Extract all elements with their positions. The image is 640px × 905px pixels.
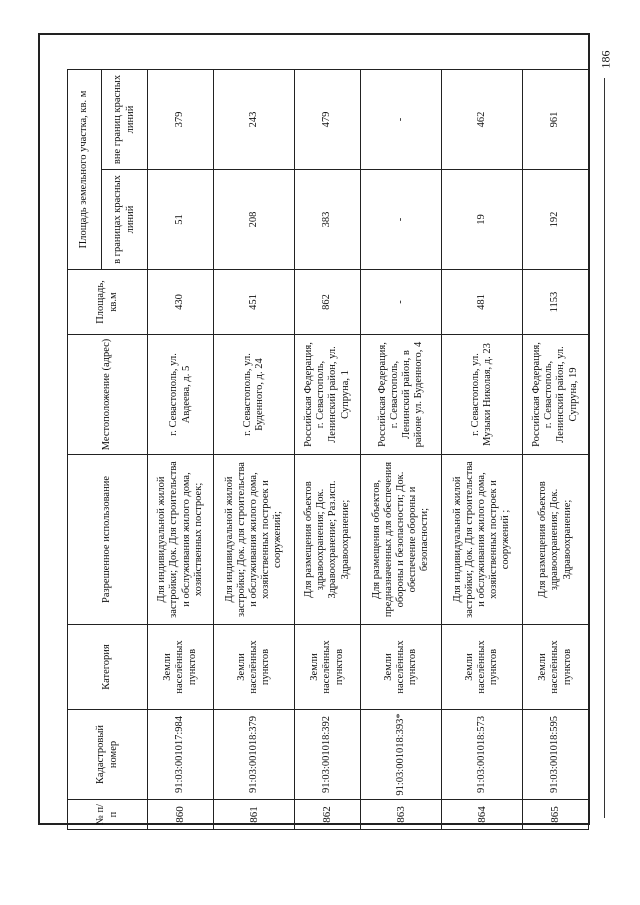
header-num: № п/п bbox=[68, 800, 148, 830]
cell-num: 864 bbox=[441, 800, 522, 830]
cell-cadastral: 91:03:001018:392 bbox=[294, 710, 360, 800]
cell-inside: 208 bbox=[214, 170, 295, 270]
cell-outside: 462 bbox=[441, 69, 522, 169]
header-plot-area-group: Площадь земельного участка, кв. м bbox=[68, 69, 102, 269]
header-category: Категория bbox=[68, 625, 148, 710]
table-row bbox=[148, 69, 214, 829]
page-number bbox=[596, 44, 616, 74]
cell-category: Земли населённых пунктов bbox=[214, 625, 295, 710]
cell-location: г. Севастополь, ул. Буденного, д. 24 bbox=[214, 335, 295, 455]
cell-cadastral: 91:03:001018:393* bbox=[361, 710, 442, 800]
cell-location: Российская Федерация, г. Севастополь, Ленинский район, ул. Супруна, 19 bbox=[522, 335, 588, 455]
cell-permitted-use: Для размещения объектов, предназначенных для обеспечения обороны и безопасности; Док. обеспечение обороны и безопасности; bbox=[361, 455, 442, 625]
cell-num: 863 bbox=[361, 800, 442, 830]
cell-cadastral: 91:03:001018:573 bbox=[441, 710, 522, 800]
cell-outside: 379 bbox=[148, 69, 214, 169]
cell-location: Российская Федерация, г. Севастополь, Ленинский район, в районе ул. Буденного, 4 bbox=[361, 335, 442, 455]
cell-location: Российская Федерация, г. Севастополь, Ленинский район, ул. Супруна, 1 bbox=[294, 335, 360, 455]
rotated-table-container bbox=[67, 70, 589, 830]
cell-category: Земли населённых пунктов bbox=[441, 625, 522, 710]
cell-area: - bbox=[361, 270, 442, 335]
header-cadastral: Кадастровый номер bbox=[68, 710, 148, 800]
cell-outside: 961 bbox=[522, 69, 588, 169]
cell-area: 862 bbox=[294, 270, 360, 335]
cell-category: Земли населённых пунктов bbox=[361, 625, 442, 710]
cell-cadastral: 91:03:001018:595 bbox=[522, 710, 588, 800]
cell-num: 862 bbox=[294, 800, 360, 830]
header-area: Площадь, кв.м bbox=[68, 270, 148, 335]
header-outside-red-lines: вне границ красных линий bbox=[102, 69, 148, 169]
cell-outside: - bbox=[361, 69, 442, 169]
cell-area: 1153 bbox=[522, 270, 588, 335]
cell-permitted-use: Для индивидуальной жилой застройки; Док. Для строительства и обслуживания жилого дома, хозяйственных построек и сооружений ; bbox=[441, 455, 522, 625]
cell-category: Земли населённых пунктов bbox=[294, 625, 360, 710]
cell-outside: 479 bbox=[294, 69, 360, 169]
cell-inside: 383 bbox=[294, 170, 360, 270]
cell-cadastral: 91:03:001017:984 bbox=[148, 710, 214, 800]
table-row bbox=[361, 69, 442, 829]
cell-inside: 19 bbox=[441, 170, 522, 270]
table-row bbox=[294, 69, 360, 829]
page-rule-divider bbox=[604, 78, 605, 818]
page-number-text: 186 bbox=[598, 50, 613, 68]
cell-num: 861 bbox=[214, 800, 295, 830]
cell-outside: 243 bbox=[214, 69, 295, 169]
cell-category: Земли населённых пунктов bbox=[522, 625, 588, 710]
header-location: Местоположение (адрес) bbox=[68, 335, 148, 455]
cell-category: Земли населённых пунктов bbox=[148, 625, 214, 710]
cell-area: 481 bbox=[441, 270, 522, 335]
cell-num: 860 bbox=[148, 800, 214, 830]
cell-location: г. Севастополь, ул. Авдеева, д. 5 bbox=[148, 335, 214, 455]
header-inside-red-lines: в границах красных линий bbox=[102, 170, 148, 270]
table-row bbox=[522, 69, 588, 829]
cell-inside: - bbox=[361, 170, 442, 270]
table-row bbox=[214, 69, 295, 829]
land-plots-table bbox=[67, 69, 589, 830]
cell-permitted-use: Для индивидуальной жилой застройки; Док. для строительства и обслуживания жилого дома, хозяйственных построек и сооружений; bbox=[214, 455, 295, 625]
header-permitted-use: Разрешенное использование bbox=[68, 455, 148, 625]
cell-permitted-use: Для размещения объектов здравоохранения; Док. Здравоохранение; Раз.исп. Здравоохранение; bbox=[294, 455, 360, 625]
cell-permitted-use: Для размещения объектов здравоохранения; Док. Здравоохранение; bbox=[522, 455, 588, 625]
cell-cadastral: 91:03:001018:379 bbox=[214, 710, 295, 800]
cell-permitted-use: Для индивидуальной жилой застройки; Док. Для строительства и обслуживания жилого дома, хозяйственных построек; bbox=[148, 455, 214, 625]
cell-num: 865 bbox=[522, 800, 588, 830]
cell-inside: 51 bbox=[148, 170, 214, 270]
cell-inside: 192 bbox=[522, 170, 588, 270]
cell-area: 430 bbox=[148, 270, 214, 335]
cell-location: г. Севастополь, ул. Музыки Николая, д. 23 bbox=[441, 335, 522, 455]
table-row bbox=[441, 69, 522, 829]
cell-area: 451 bbox=[214, 270, 295, 335]
